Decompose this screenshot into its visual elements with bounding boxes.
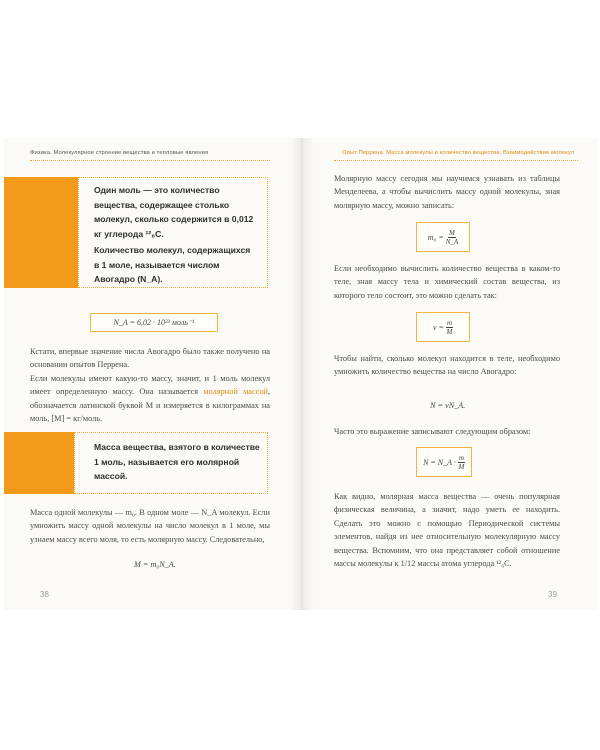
formula-N: N = νN_A. (430, 401, 466, 410)
left-header-rule (30, 160, 270, 161)
right-para-4: Часто это выражение записывают следующим образом: (334, 427, 531, 436)
left-running-title: Физика. Молекулярное строение вещества и тепловые явления (30, 150, 209, 156)
formula-nu-fraction (446, 319, 453, 336)
formula-nu-box (416, 312, 470, 342)
formula-m0-lhs: m₀ = (427, 232, 444, 242)
formula-m0-numerator: M (449, 228, 455, 237)
left-para-2 (30, 372, 270, 426)
left-para-2-end: , обозначается латинской буквой M и измеряется в килограммах на моль, [M] = кг/моль. (30, 387, 270, 424)
molar-mass-term: молярной массой (203, 387, 268, 397)
left-page-number: 38 (40, 590, 49, 599)
left-para-1: Кстати, впервые значение числа Авогадро было также получено на основании опытов Перрена. (30, 347, 270, 370)
formula-N2-numerator: m (458, 453, 464, 462)
left-para-2-start: Если молекулы имеют какую-то массу, значит, и 1 моль молекул имеет определенную массу. Она называется (30, 374, 270, 397)
formula-nu-denominator: M (446, 327, 453, 336)
definition1-text-a: Один моль — это количество вещества, содержащее столько молекул, сколько содержится в 0,012 кг углерода ¹²₆С. (94, 185, 254, 239)
avogadro-formula-box (90, 313, 218, 332)
formula-nu-numerator: m (446, 318, 452, 327)
formula-m0-denominator: N_A (445, 237, 459, 246)
right-header-rule (334, 160, 578, 161)
formula-m0-fraction (446, 229, 458, 246)
definition2-text: Масса вещества, взятого в количестве 1 моль, называется его молярной массой. (94, 442, 260, 482)
avogadro-formula: N_A = 6,02 · 10²³ моль⁻¹ (113, 318, 195, 327)
formula-N2-box (416, 447, 472, 477)
right-para-5: Как видно, молярная масса вещества — очень популярная физическая величина, а значит, надо уметь ее находить. Сделать это можно с помощью Периодической системы элементов, найдя из нее относительную молекулярную массу вещества. Вспомним, что она представляет собой отношение массы молекулы к 1/12 массы атома углерода ¹²₆С. (334, 492, 560, 569)
formula-m0-box (416, 222, 470, 252)
left-para-3: Масса одной молекулы — m₀. В одном моле — N_A молекул. Если умножить массу одной молекулы на число молекул в 1 моле, мы узнаем массу всего моля, то есть молярную массу. Следовательно, (30, 508, 270, 544)
formula-molar-mass: M = m₀N_A. (134, 560, 176, 569)
right-para-2: Если необходимо вычислить количество вещества в каком-то теле, зная массу тела и химический состав вещества, из которого тело состоит, это можно сделать так: (334, 264, 560, 300)
formula-N2-lhs: N = N_A · (423, 457, 456, 467)
right-running-title: Опыт Перрена. Масса молекулы и количество вещества. Взаимодействие молекул (342, 150, 575, 156)
formula-N2-fraction (458, 454, 465, 471)
right-para-3: Чтобы найти, сколько молекул находится в теле, необходимо умножить количество вещества на число Авогадро: (334, 354, 560, 377)
formula-nu-lhs: ν = (432, 322, 444, 332)
formula-N2-denominator: M (458, 462, 465, 471)
right-para-1: Молярную массу сегодня мы научимся узнавать из таблицы Менделеева, а чтобы вычислить массу одной молекулы, зная молярную массу, можно записать: (334, 174, 560, 210)
definition1-text-b: Количество молекул, содержащихся в 1 моле, называется числом Авогадро (N_A). (94, 245, 251, 285)
right-page-number: 39 (548, 590, 557, 599)
